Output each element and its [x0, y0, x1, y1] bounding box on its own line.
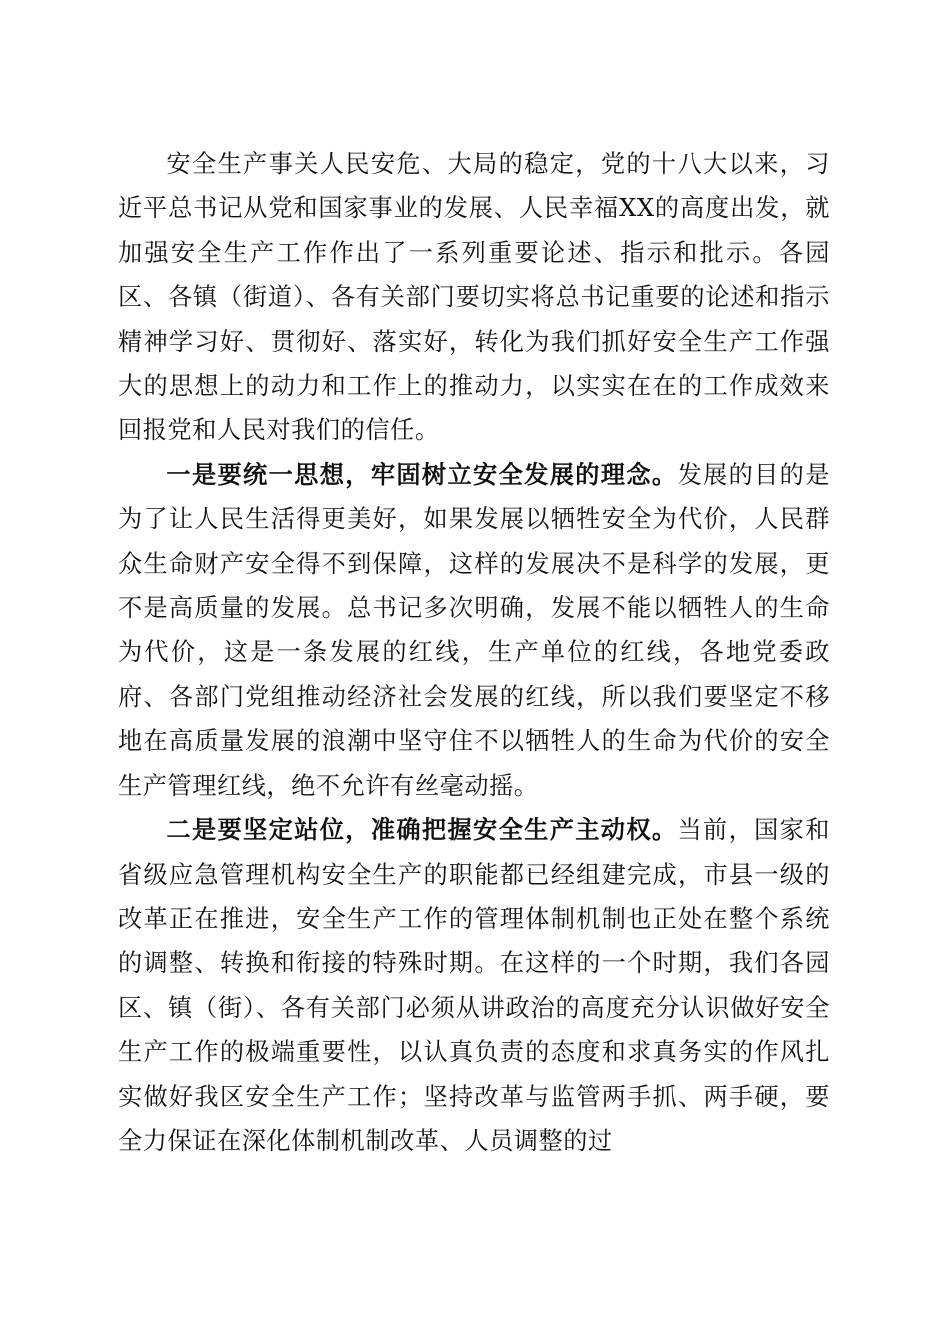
point-two-heading: 二是要坚定站位，准确把握安全生产主动权。	[166, 815, 678, 845]
paragraph-point-one	[118, 453, 830, 808]
point-one-heading: 一是要统一思想，牢固树立安全发展的理念。	[166, 459, 678, 489]
paragraph-intro	[118, 142, 830, 453]
point-one-text: 发展的目的是为了让人民生活得更美好，如果发展以牺牲安全为代价，人民群众生命财产安全得不到保障，这样的发展决不是科学的发展，更不是高质量的发展。总书记多次明确，发展不能以牺牲人的生命为代价，这是一条发展的红线，生产单位的红线，各地党委政府、各部门党组推动经济社会发展的红线，所以我们要坚定不移地在高质量发展的浪潮中坚守住不以牺牲人的生命为代价的安全生产管理红线，绝不允许有丝毫动摇。	[118, 460, 830, 800]
paragraph-point-two	[118, 808, 830, 1163]
document-body	[118, 142, 830, 1163]
point-two-text: 当前，国家和省级应急管理机构安全生产的职能都已经组建完成，市县一级的改革正在推进，安全生产工作的管理体制机制也正处在整个系统的调整、转换和衔接的特殊时期。在这样的一个时期，我们各园区、镇（街）、各有关部门必须从讲政治的高度充分认识做好安全生产工作的极端重要性，以认真负责的态度和求真务实的作风扎实做好我区安全生产工作；坚持改革与监管两手抓、两手硬，要全力保证在深化体制机制改革、人员调整的过	[118, 816, 830, 1155]
paragraph-intro-text: 安全生产事关人民安危、大局的稳定，党的十八大以来，习近平总书记从党和国家事业的发展、人民幸福XX的高度出发，就加强安全生产工作作出了一系列重要论述、指示和批示。各园区、各镇（街道）、各有关部门要切实将总书记重要的论述和指示精神学习好、贯彻好、落实好，转化为我们抓好安全生产工作强大的思想上的动力和工作上的推动力，以实实在在的工作成效来回报党和人民对我们的信任。	[118, 150, 830, 445]
